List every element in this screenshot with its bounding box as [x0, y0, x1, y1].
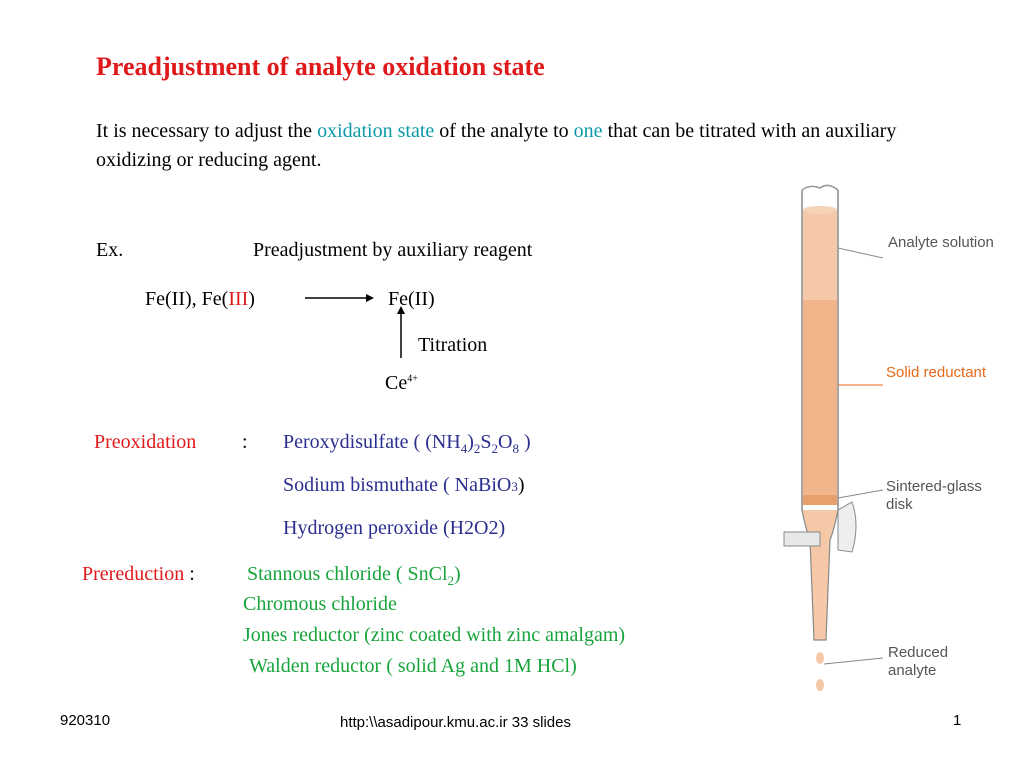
reaction-reactant	[145, 288, 255, 311]
reductor-column-diagram	[780, 180, 890, 700]
titrant-symbol: Ce	[385, 372, 408, 394]
titrant-ce	[385, 372, 418, 395]
label-solid-reductant: Solid reductant	[886, 364, 987, 381]
item-sub: 8	[512, 441, 519, 456]
stopcock-left	[784, 532, 820, 546]
preoxidation-item-peroxydisulfate	[283, 431, 531, 457]
item-text: )	[467, 431, 474, 453]
prereduction-item-chromous: Chromous chloride	[243, 593, 397, 615]
preoxidation-item-bismuthate	[283, 474, 525, 497]
prereduction-item-stannous	[247, 563, 461, 589]
footer-center: http:\\asadipour.kmu.ac.ir 33 slides	[340, 714, 571, 731]
item-text: Stannous chloride ( SnCl	[247, 563, 448, 585]
label-analyte-solution: Analyte solution	[888, 234, 994, 251]
item-sub: 3	[511, 479, 518, 494]
item-text: Sodium bismuthate ( NaBiO	[283, 474, 512, 496]
intro-part3: that can be titrated with an auxiliary oxidizing or reducing agent.	[96, 120, 897, 171]
intro-highlight-one: one	[573, 120, 603, 142]
reactant-prefix: Fe(II), Fe(	[145, 288, 229, 310]
preoxidation-item-peroxide: Hydrogen peroxide (H2O2)	[283, 517, 506, 539]
column-tip	[802, 510, 838, 640]
reaction-product: Fe(II)	[388, 288, 435, 310]
item-text: )	[517, 474, 525, 496]
prereduction-item-walden: Walden reductor ( solid Ag and 1M HCl)	[249, 655, 577, 677]
item-sub: 2	[473, 441, 481, 456]
analyte-drop-1	[816, 652, 824, 664]
sintered-glass-disk	[803, 495, 837, 505]
solid-reductant-region	[803, 300, 837, 500]
reactant-suffix: )	[248, 288, 255, 310]
footer-left: 920310	[60, 712, 111, 729]
footer-page-number: 1	[953, 712, 962, 729]
preoxidation-label: Preoxidation	[94, 431, 197, 453]
analyte-solution-region	[803, 210, 837, 300]
item-sub: 2	[447, 573, 455, 588]
titration-label: Titration	[418, 334, 488, 356]
item-text: S	[480, 431, 492, 453]
leader-analyte	[838, 248, 883, 258]
prereduction-colon: :	[184, 563, 195, 585]
item-sub: 4	[460, 441, 468, 456]
label-reduced-analyte: Reduced analyte	[888, 644, 949, 679]
arrow-right-head	[366, 294, 374, 302]
item-text: )	[518, 431, 531, 453]
prereduction-label: Prereduction	[82, 563, 185, 585]
item-sub: 2	[491, 441, 499, 456]
preoxidation-colon: :	[242, 431, 248, 453]
intro-highlight-oxidation-state: oxidation state	[317, 120, 435, 142]
item-text: Peroxydisulfate ( (NH	[283, 431, 461, 453]
column-rim	[802, 185, 838, 190]
intro-part1: It is necessary to adjust the	[96, 120, 318, 142]
item-text: )	[454, 563, 461, 585]
intro-part2: of the analyte to	[434, 120, 574, 142]
intro-paragraph	[96, 117, 976, 175]
leader-disk	[838, 490, 883, 498]
reactant-iii: III	[228, 288, 249, 310]
prereduction-heading	[82, 563, 195, 586]
titrant-charge: 4+	[407, 373, 418, 385]
example-heading: Preadjustment by auxiliary reagent	[253, 239, 533, 261]
slide-title: Preadjustment of analyte oxidation state	[96, 52, 545, 81]
stopcock-handle	[838, 502, 856, 552]
item-text: O	[498, 431, 513, 453]
example-label: Ex.	[96, 239, 124, 261]
prereduction-item-jones: Jones reductor (zinc coated with zinc amalgam)	[243, 624, 626, 646]
leader-reduced	[824, 658, 883, 664]
analyte-drop-2	[816, 679, 824, 691]
solution-meniscus	[803, 206, 837, 214]
label-sintered-glass-disk: Sintered-glass disk	[886, 478, 982, 513]
